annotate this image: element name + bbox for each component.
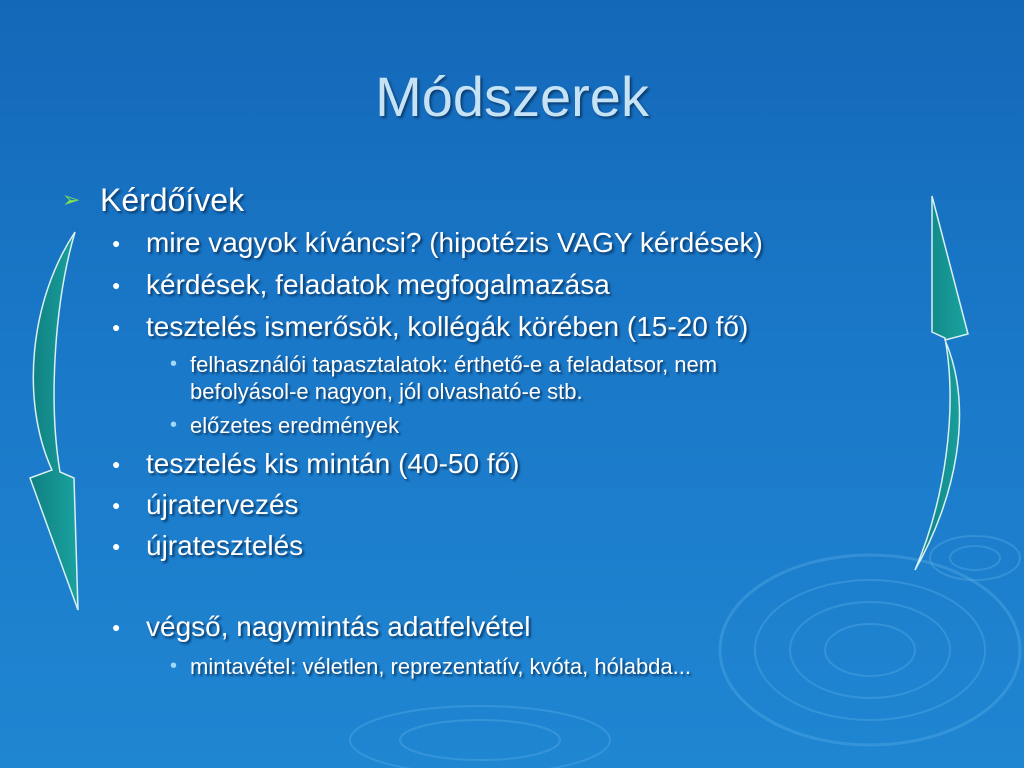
sub-item-continuation: befolyásol-e nagyon, jól olvasható-e stb. [190,379,583,404]
round-bullet-icon: ● [112,497,121,513]
list-item: kérdések, feladatok megfogalmazása [146,269,610,300]
round-bullet-icon: ● [112,619,121,635]
round-bullet-icon: ● [112,319,121,335]
small-dot-bullet-icon: • [170,414,178,436]
sub-item: előzetes eredmények [190,413,400,438]
list-item: mire vagyok kíváncsi? (hipotézis VAGY kérdések) [146,227,763,258]
slide-title: Módszerek [375,65,649,128]
list-item: tesztelés ismerősök, kollégák körében (15-20 fő) [146,311,749,342]
round-bullet-icon: ● [112,456,121,472]
list-item: végső, nagymintás adatfelvétel [146,611,531,642]
small-dot-bullet-icon: • [170,655,178,677]
sub-item: felhasználói tapasztalatok: érthető-e a feladatsor, nem [190,352,718,377]
arrowhead-bullet-icon: ➢ [62,187,81,212]
round-bullet-icon: ● [112,235,121,251]
list-item: újratesztelés [146,530,304,561]
sub-item: mintavétel: véletlen, reprezentatív, kvóta, hólabda... [190,654,691,679]
small-dot-bullet-icon: • [170,353,178,375]
round-bullet-icon: ● [112,538,121,554]
list-item: tesztelés kis mintán (40-50 fő) [146,448,520,479]
round-bullet-icon: ● [112,277,121,293]
list-heading: Kérdőívek [100,182,245,218]
list-item: újratervezés [146,489,299,520]
